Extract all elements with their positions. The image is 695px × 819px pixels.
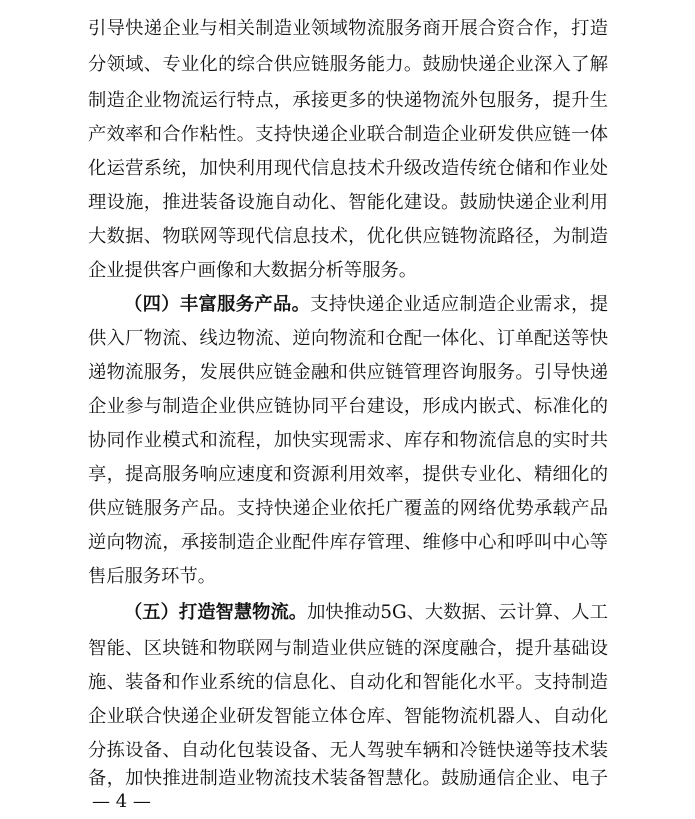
- paragraph-3-line-3: 施、装备和作业系统的信息化、自动化和智能化水平。支持制造: [88, 672, 608, 693]
- section-heading-5: （五）打造智慧物流。: [124, 602, 308, 623]
- paragraph-2-first-line: [124, 293, 608, 317]
- paragraph-2-line-2: 供入厂物流、线边物流、逆向物流和仓配一体化、订单配送等快: [88, 328, 608, 349]
- paragraph-2-first-line-text: 支持快递企业适应制造企业需求，提: [310, 294, 609, 315]
- paragraph-1-line-2: 分领域、专业化的综合供应链服务能力。鼓励快递企业深入了解: [88, 54, 608, 75]
- paragraph-3-line-4: 企业联合快递企业研发智能立体仓库、智能物流机器人、自动化: [88, 706, 608, 727]
- paragraph-2-line-5: 协同作业模式和流程，加快实现需求、库存和物流信息的实时共: [88, 430, 608, 451]
- paragraph-1-line-1: 引导快递企业与相关制造业领域物流服务商开展合资合作，打造: [88, 18, 608, 39]
- paragraph-1-line-5: 化运营系统，加快利用现代信息技术升级改造传统仓储和作业处: [88, 158, 608, 179]
- paragraph-1-line-6: 理设施，推进装备设施自动化、智能化建设。鼓励快递企业利用: [88, 192, 608, 213]
- paragraph-3-line-6: 备，加快推进制造业物流技术装备智慧化。鼓励通信企业、电子: [88, 768, 608, 789]
- paragraph-2-line-4: 企业参与制造企业供应链协同平台建设，形成内嵌式、标准化的: [88, 396, 608, 417]
- paragraph-2-line-7: 供应链服务产品。支持快递企业依托广覆盖的网络优势承载产品: [88, 498, 608, 519]
- paragraph-3-line-2: 智能、区块链和物联网与制造业供应链的深度融合，提升基础设: [88, 638, 608, 659]
- paragraph-2-line-3: 递物流服务，发展供应链金融和供应链管理咨询服务。引导快递: [88, 362, 608, 383]
- paragraph-3-first-line-text: 加快推动5G、大数据、云计算、人工: [307, 602, 609, 623]
- paragraph-1-line-8: 企业提供客户画像和大数据分析等服务。: [88, 260, 418, 281]
- paragraph-1-line-7: 大数据、物联网等现代信息技术，优化供应链物流路径，为制造: [88, 226, 608, 247]
- paragraph-2-line-9: 售后服务环节。: [88, 566, 216, 587]
- paragraph-3-line-5: 分拣设备、自动化包装设备、无人驾驶车辆和冷链快递等技术装: [88, 740, 608, 761]
- paragraph-2-line-6: 享，提高服务响应速度和资源利用效率，提供专业化、精细化的: [88, 464, 608, 485]
- paragraph-1-line-4: 产效率和合作粘性。支持快递企业联合制造企业研发供应链一体: [88, 124, 608, 145]
- paragraph-2-line-8: 逆向物流，承接制造企业配件库存管理、维修中心和呼叫中心等: [88, 532, 608, 553]
- page-number: — 4 —: [92, 791, 151, 812]
- paragraph-1-line-3: 制造企业物流运行特点，承接更多的快递物流外包服务，提升生: [88, 90, 608, 111]
- paragraph-3-first-line: [124, 601, 608, 625]
- section-heading-4: （四）丰富服务产品。: [124, 294, 311, 315]
